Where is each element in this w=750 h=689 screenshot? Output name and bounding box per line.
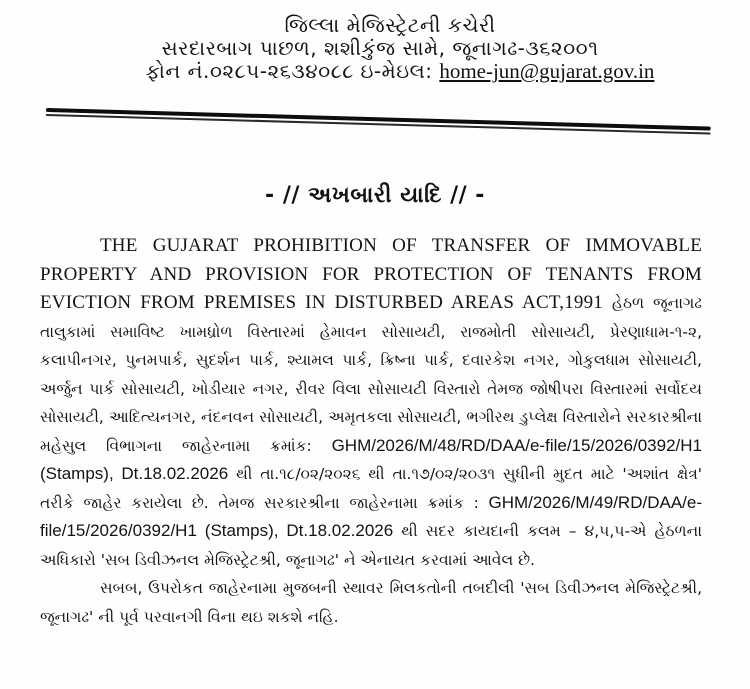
letterhead xyxy=(40,14,720,82)
body-text-b: થી તા.૧૮/૦૨/૨૦૨૬ થી તા.૧૭/૦૨/૨૦૩૧ સુધીની મુદત માટે 'અશાંત ક્ષેત્ર' તરીકે જાહેર કરાયેલા છે. તેમજ સરકારશ્રીના જાહેરનામા ક્રમાંક : xyxy=(40,465,702,512)
body-paragraph-2: સબબ, ઉપરોકત જાહેરનામા મુજબની સ્થાવર મિલકતોની તબદીલી 'સબ ડિવીઝનલ મેજિસ્ટ્રેટશ્રી, જૂનાગઢ' ની પૂર્વ પરવાનગી વિના થઇ શકશે નહિ. xyxy=(40,579,702,626)
letterhead-separator xyxy=(45,108,710,149)
notification-reference-1: GHM/2026/M/48/RD/DAA/e-file/15/2026/0392/H1 (Stamps), Dt.18.02.2026 xyxy=(40,435,702,483)
body-text-c: થી સદર કાયદાની કલમ – ૪,૫,૫-એ હેઠળના અધિકારો 'સબ ડિવીઝનલ મેજિસ્ટ્રેટશ્રી, જૂનાગઢ' ને એનાયત કરવામાં આવેલ છે. xyxy=(40,522,702,569)
notification-reference-2: GHM/2026/M/49/RD/DAA/e-file/15/2026/0392/H1 (Stamps), Dt.18.02.2026 xyxy=(40,492,702,540)
press-note-title: - // અખબારી યાદિ // - xyxy=(265,183,485,208)
body-paragraph-1 xyxy=(40,232,702,574)
phone-label: ફોન નં.૦૨૮૫-૨૬૩૪૦૮૮ ઇ-મેઇલ: xyxy=(145,59,433,83)
press-note-body xyxy=(40,232,702,631)
office-address: સરદારબાગ પાછળ, શશીકુંજ સામે, જૂનાગઢ-૩૬૨૦૦૧ xyxy=(161,36,599,60)
email-link[interactable]: home-jun@gujarat.gov.in xyxy=(439,59,655,83)
body-text-a: હેઠળ જૂનાગઢ તાલુકામાં સમાવિષ્ટ ખામધ્રોળ વિસ્તારમાં હેમાવન સોસાયટી, રાજમોતી સોસાયટી, પ્રેરણાધામ-૧-૨, કલાપીનગર, પુનમપાર્ક, સુદર્શન પાર્ક, શ્યામલ પાર્ક, ક્રિષ્ના પાર્ક, દવારકેશ નગર, ગોકુલધામ સોસાયટી, અર્જુન પાર્ક સોસાયટી, ખોડીયાર નગર, રીવર વિલા સોસાયટી વિસ્તારો તેમજ જોષીપરા વિસ્તારમાં સર્વોદય સોસાયટી, આદિત્યનગર, નંદનવન સોસાયટી, અમૃતકલા સોસાયટી, ભગીરથ ડુપ્લેક્ષ વિસ્તારોને સરકારશ્રીના મહેસુલ વિભાગના જાહેરનામા ક્રમાંક: xyxy=(40,294,703,455)
office-name: જિલ્લા મેજિસ્ટ્રેટની કચેરી xyxy=(284,13,496,37)
act-name: THE GUJARAT PROHIBITION OF TRANSFER OF IMMOVABLE PROPERTY AND PROVISION FOR PROTECTION OF TENANTS FROM EVICTION FROM PREMISES IN DISTURBED AREAS ACT,1991 xyxy=(40,235,702,313)
contact-line xyxy=(80,60,720,82)
